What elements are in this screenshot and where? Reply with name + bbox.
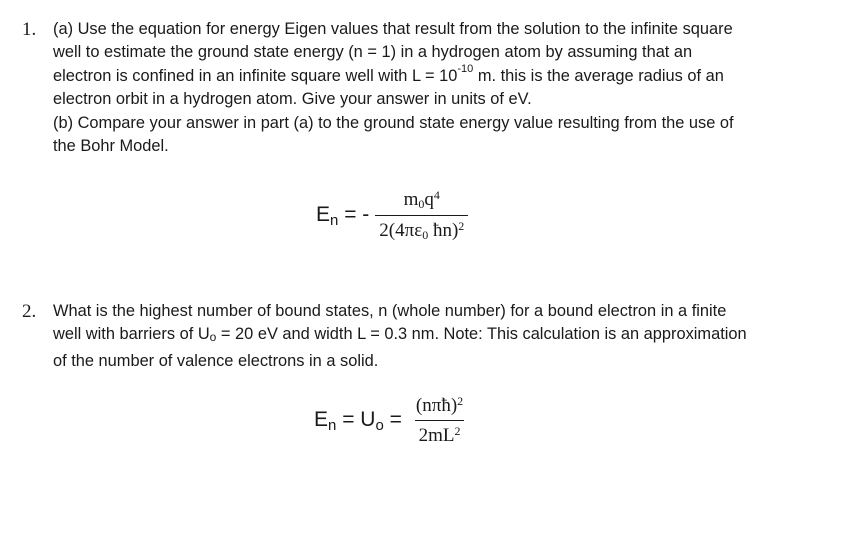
problem-2 xyxy=(22,300,822,373)
equation-2-numerator xyxy=(408,394,471,420)
problem-1-line-1: (a) Use the equation for energy Eigen values that result from the solution to the infinite square xyxy=(53,20,733,38)
line-2-start: well with barriers of U xyxy=(53,325,210,344)
problem-1-line-5: (b) Compare your answer in part (a) to the ground state energy value resulting from the use of xyxy=(53,113,734,132)
equation-1-lhs xyxy=(316,203,369,229)
energy-symbol: E xyxy=(316,202,331,226)
bohr-energy-equation xyxy=(316,188,468,243)
denominator-term: 2mL xyxy=(418,425,455,446)
equation-1-denominator xyxy=(375,215,468,243)
charge-symbol: q xyxy=(424,189,434,210)
equation-2-fraction xyxy=(408,394,471,447)
numerator-term: (nπħ) xyxy=(415,395,458,416)
problem-1 xyxy=(22,18,822,158)
equals-minus: = - xyxy=(338,202,370,226)
problem-1-line-6: the Bohr Model. xyxy=(53,137,169,156)
problem-2-text xyxy=(53,300,822,373)
equation-1-fraction xyxy=(375,188,468,243)
numerator-exponent: 2 xyxy=(457,394,464,408)
energy-subscript: n xyxy=(328,416,337,434)
mass-symbol: m xyxy=(403,189,419,210)
barrier-subscript: o xyxy=(209,330,217,345)
potential-subscript: o xyxy=(375,416,384,434)
denominator-tail: ħn) xyxy=(428,220,459,241)
denominator-start: 2(4πε xyxy=(379,220,423,241)
equals-potential: = U xyxy=(336,407,376,431)
line-3-end: m. this is the average radius of an xyxy=(473,66,724,85)
energy-symbol: E xyxy=(314,407,329,431)
equals-sign: = xyxy=(383,407,402,431)
exponent-minus-10: -10 xyxy=(457,63,474,76)
line-2-end: = 20 eV and width L = 0.3 nm. Note: This calculation is an approximation xyxy=(216,325,747,344)
problem-2-line-1: What is the highest number of bound states, n (whole number) for a bound electron in a finite xyxy=(53,302,727,320)
problem-2-line-2 xyxy=(53,323,822,349)
problem-1-line-4: electron orbit in a hydrogen atom. Give your answer in units of eV. xyxy=(53,90,532,109)
problem-1-line-2: well to estimate the ground state energy (n = 1) in a hydrogen atom by assuming that an xyxy=(53,43,693,62)
equation-2-denominator xyxy=(415,420,465,447)
epsilon-subscript: 0 xyxy=(422,228,429,242)
problem-1-line-3 xyxy=(53,65,822,88)
problem-2-number: 2. xyxy=(22,301,37,322)
problem-1-text xyxy=(53,18,822,158)
equation-1-numerator xyxy=(396,188,448,215)
problem-2-line-3: of the number of valence electrons in a solid. xyxy=(53,351,379,370)
charge-exponent: 4 xyxy=(433,188,440,202)
problem-1-number: 1. xyxy=(22,19,37,40)
equation-2-lhs xyxy=(314,408,402,434)
denominator-exponent: 2 xyxy=(454,424,461,438)
finite-well-equation xyxy=(314,394,471,447)
mass-subscript: 0 xyxy=(418,197,425,211)
energy-subscript: n xyxy=(330,211,339,229)
line-3-start: electron is confined in an infinite square well with L = 10 xyxy=(53,66,458,85)
denominator-exponent: 2 xyxy=(458,219,465,233)
